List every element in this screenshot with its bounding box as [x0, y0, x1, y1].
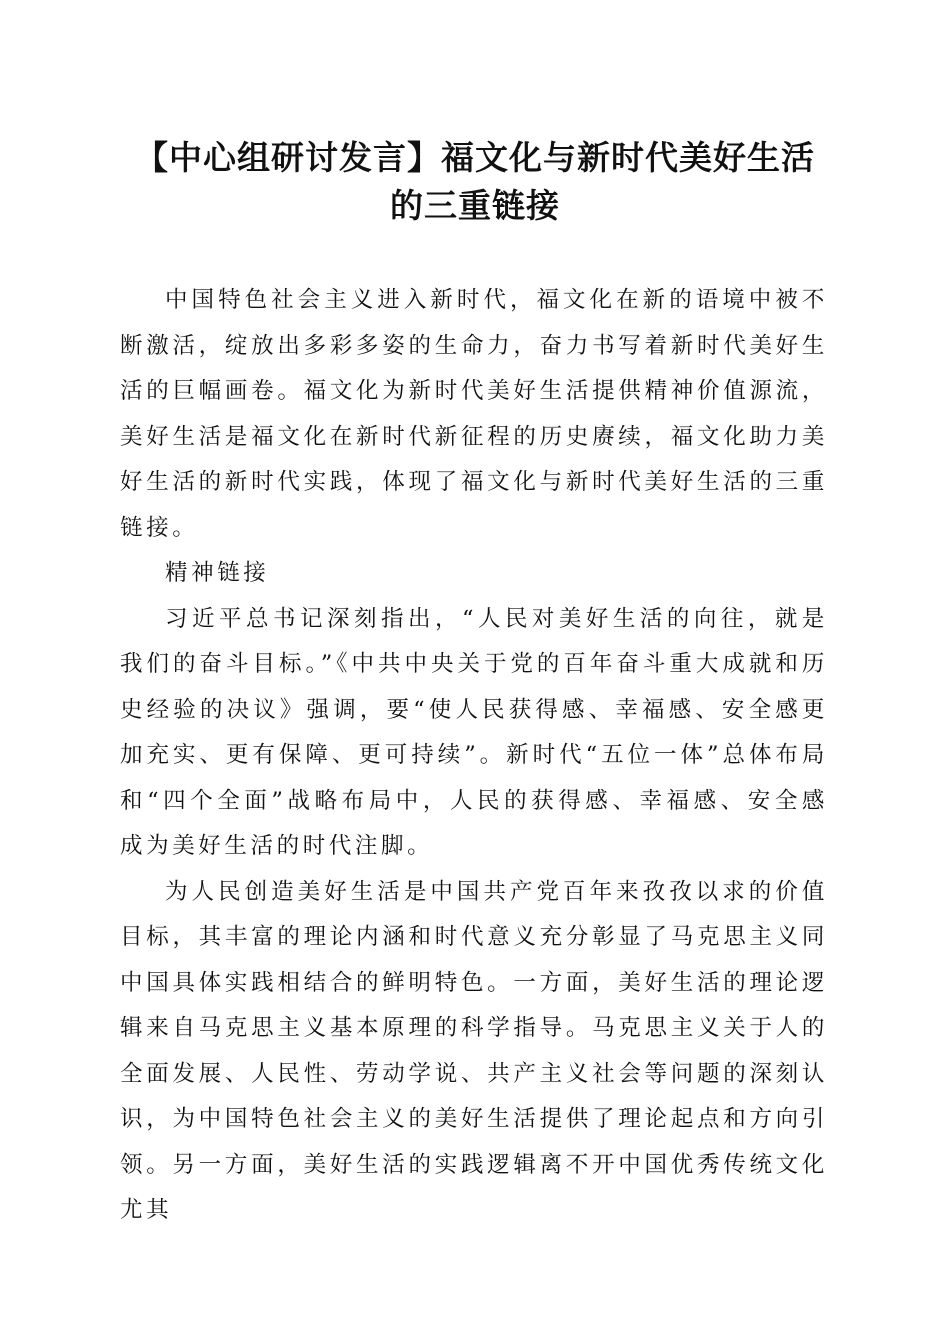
paragraph-intro: 中国特色社会主义进入新时代，福文化在新的语境中被不断激活，绽放出多彩多姿的生命力，奋力书写着新时代美好生活的巨幅画卷。福文化为新时代美好生活提供精神价值源流，美好生活是福文化在新时代新征程的历史赓续，福文化助力美好生活的新时代实践，体现了福文化与新时代美好生活的三重链接。	[120, 287, 828, 541]
section-heading-spirit-link: 精神链接	[165, 560, 270, 586]
paragraph-quote: 习近平总书记深刻指出，“人民对美好生活的向往，就是我们的奋斗目标。”《中共中央关于党的百年奋斗重大成就和历史经验的决议》强调，要“使人民获得感、幸福感、安全感更加充实、更有保障、更可持续”。新时代“五位一体”总体布局和“四个全面”战略布局中，人民的获得感、幸福感、安全感成为美好生活的时代注脚。	[120, 605, 828, 859]
document-title	[110, 134, 840, 230]
document-body	[120, 278, 828, 1234]
title-line-2: 的三重链接	[390, 186, 560, 225]
paragraph-theory: 为人民创造美好生活是中国共产党百年来孜孜以求的价值目标，其丰富的理论内涵和时代意义充分彰显了马克思主义同中国具体实践相结合的鲜明特色。一方面，美好生活的理论逻辑来自马克思主义基本原理的科学指导。马克思主义关于人的全面发展、人民性、劳动学说、共产主义社会等问题的深刻认识，为中国特色社会主义的美好生活提供了理论起点和方向引领。另一方面，美好生活的实践逻辑离不开中国优秀传统文化尤其	[120, 878, 828, 1223]
title-line-1: 【中心组研讨发言】福文化与新时代美好生活	[135, 138, 815, 177]
